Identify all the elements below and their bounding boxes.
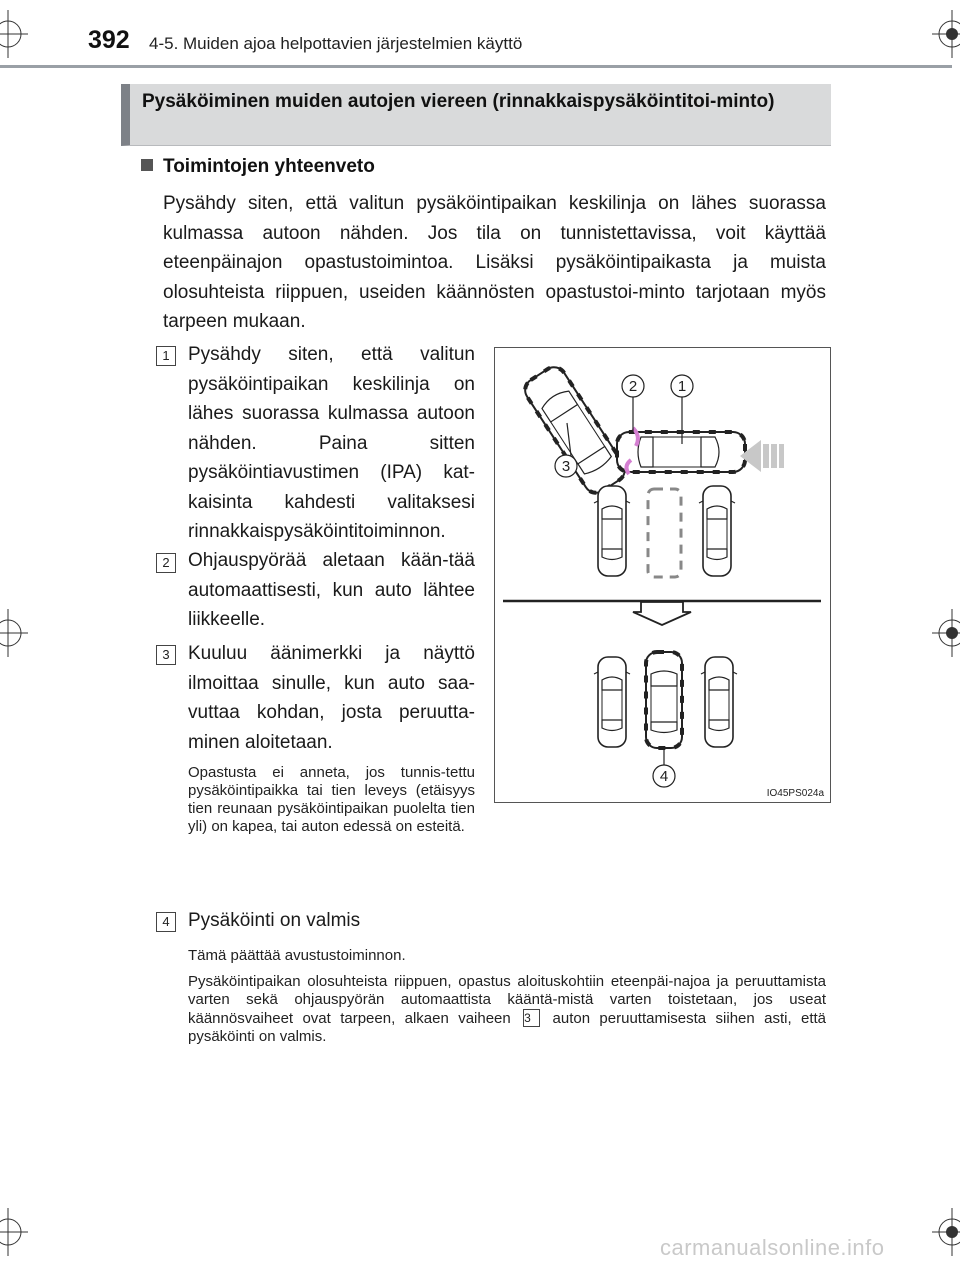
section-title: Pysäköiminen muiden autojen viereen (rinnakkaispysäköintitoi-minto) bbox=[142, 91, 775, 112]
final-note-before: Pysäköintipaikan olosuhteista riippuen, opastus aloituskohtiin eteenpäi-najoa ja peruuttamista varten sekä ohjauspyörän automaattista kääntä-mistä varten toistetaan, jos useat käännösvaiheet ovat tarpeen, alkaen vaiheen bbox=[188, 973, 826, 1027]
empty-parking-space bbox=[648, 489, 681, 577]
callout-2: 2 bbox=[628, 378, 638, 395]
step-3-text: Kuuluu äänimerkki ja näyttö ilmoittaa sinulle, kun auto saa-vuttaa kohdan, josta peruutta-minen aloitetaan. bbox=[188, 643, 475, 753]
square-bullet-icon bbox=[141, 159, 153, 171]
step-number-1: 1 bbox=[156, 346, 176, 366]
down-arrow-icon bbox=[633, 602, 691, 625]
step-number-4: 4 bbox=[156, 912, 176, 932]
final-note bbox=[188, 973, 826, 1046]
final-note-after: auton peruuttamisesta siihen asti, että pysäköinti on valmis. bbox=[188, 1010, 827, 1045]
step-1-text: Pysähdy siten, että valitun pysäköintipaikan keskilinja on lähes suorassa kulmassa autoon nähden. Paina sitten pysäköintiavustimen (IPA) kat-kaisinta kahdesti valitaksesi rinnakkaispysäköintitoiminnon. bbox=[188, 344, 475, 542]
header-divider bbox=[0, 65, 952, 68]
step-2-text: Ohjauspyörää aletaan kään-tää automaattisesti, kun auto lähtee liikkeelle. bbox=[188, 550, 475, 630]
result-car-right bbox=[701, 657, 737, 747]
callout-1: 1 bbox=[677, 378, 687, 395]
result-car-parked bbox=[646, 652, 682, 748]
watermark: carmanualsonline.info bbox=[660, 1235, 885, 1260]
callout-3: 3 bbox=[561, 458, 571, 475]
step-4-note: Tämä päättää avustustoiminnon. bbox=[188, 947, 406, 964]
parking-diagram-svg bbox=[495, 348, 832, 804]
summary-heading bbox=[141, 156, 375, 178]
step-3-note: Opastusta ei anneta, jos tunnis-tettu pysäköintipaikka tai tien leveys (etäisyys tien reunaan pysäköintipaikan puolelta tien yli) on kapea, tai auton edessä on esteitä. bbox=[188, 764, 475, 835]
parking-diagram bbox=[494, 347, 831, 803]
figure-code: IO45PS024a bbox=[766, 788, 824, 799]
parked-car-left bbox=[594, 486, 630, 576]
inline-step-ref: 3 bbox=[523, 1009, 540, 1027]
result-car-left bbox=[594, 657, 630, 747]
summary-heading-text: Toimintojen yhteenveto bbox=[163, 156, 375, 177]
parked-car-right bbox=[699, 486, 735, 576]
page-number: 392 bbox=[88, 26, 130, 54]
chapter-title: 4-5. Muiden ajoa helpottavien järjestelmien käyttö bbox=[149, 34, 523, 53]
summary-text: Pysähdy siten, että valitun pysäköintipaikan keskilinja on lähes suorassa kulmassa autoon nähden. Jos tila on tunnistettavissa, voit käyttää eteenpäinajon opastustoimintoa. Lisäksi pysäköintipaikasta ja muista olosuhteista riippuen, useiden käännösten opastustoi-minto tarjotaan myös tarpeen mukaan. bbox=[163, 193, 826, 332]
step-4-text: Pysäköinti on valmis bbox=[188, 910, 361, 931]
callout-4: 4 bbox=[659, 768, 669, 785]
section-banner bbox=[121, 84, 831, 146]
car-turning bbox=[521, 363, 630, 498]
step-number-2: 2 bbox=[156, 553, 176, 573]
step-number-3: 3 bbox=[156, 645, 176, 665]
